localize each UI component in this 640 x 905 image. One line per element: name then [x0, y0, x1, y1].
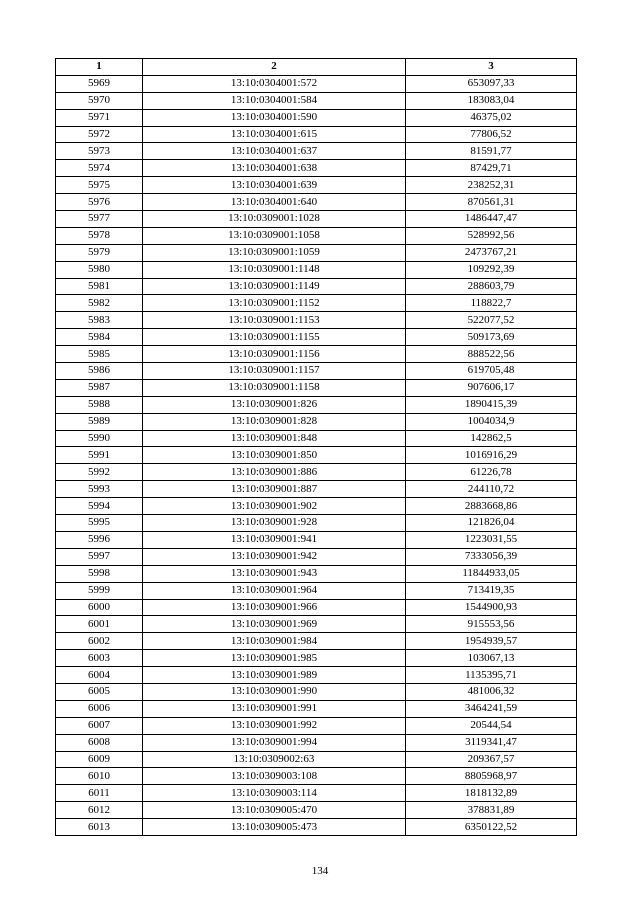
- cell-value: 61226,78: [406, 464, 577, 481]
- cell-number: 6009: [56, 751, 143, 768]
- cell-value: 888522,56: [406, 346, 577, 363]
- cell-cadastral-id: 13:10:0309001:991: [143, 700, 406, 717]
- cell-cadastral-id: 13:10:0304001:640: [143, 194, 406, 211]
- cell-value: 1818132,89: [406, 785, 577, 802]
- cell-cadastral-id: 13:10:0309001:942: [143, 548, 406, 565]
- cell-cadastral-id: 13:10:0309001:984: [143, 633, 406, 650]
- cell-cadastral-id: 13:10:0304001:638: [143, 160, 406, 177]
- cell-number: 5988: [56, 396, 143, 413]
- cell-value: 481006,32: [406, 683, 577, 700]
- table-header-row: [56, 59, 577, 76]
- cell-cadastral-id: 13:10:0304001:590: [143, 109, 406, 126]
- table-row: [56, 177, 577, 194]
- table-row: [56, 717, 577, 734]
- table-row: [56, 92, 577, 109]
- cell-cadastral-id: 13:10:0304001:615: [143, 126, 406, 143]
- cell-value: 3119341,47: [406, 734, 577, 751]
- cell-value: 77806,52: [406, 126, 577, 143]
- cell-cadastral-id: 13:10:0309002:63: [143, 751, 406, 768]
- cell-cadastral-id: 13:10:0309001:966: [143, 599, 406, 616]
- cell-value: 118822,7: [406, 295, 577, 312]
- cell-number: 5984: [56, 329, 143, 346]
- table-row: [56, 312, 577, 329]
- cell-number: 5970: [56, 92, 143, 109]
- table-row: [56, 515, 577, 532]
- cell-value: 8805968,97: [406, 768, 577, 785]
- table-row: [56, 346, 577, 363]
- cell-number: 5989: [56, 413, 143, 430]
- table-row: [56, 683, 577, 700]
- table-row: [56, 211, 577, 228]
- table-row: [56, 447, 577, 464]
- table-row: [56, 498, 577, 515]
- cell-cadastral-id: 13:10:0309001:828: [143, 413, 406, 430]
- cell-cadastral-id: 13:10:0309001:1155: [143, 329, 406, 346]
- cell-number: 6003: [56, 650, 143, 667]
- cell-number: 5995: [56, 515, 143, 532]
- cell-value: 6350122,52: [406, 819, 577, 836]
- cell-value: 20544,54: [406, 717, 577, 734]
- cell-number: 5978: [56, 227, 143, 244]
- cell-value: 870561,31: [406, 194, 577, 211]
- cell-value: 1890415,39: [406, 396, 577, 413]
- table-row: [56, 734, 577, 751]
- cell-number: 5993: [56, 481, 143, 498]
- cell-cadastral-id: 13:10:0304001:572: [143, 75, 406, 92]
- cell-cadastral-id: 13:10:0309001:928: [143, 515, 406, 532]
- cell-value: 1954939,57: [406, 633, 577, 650]
- cell-cadastral-id: 13:10:0309001:969: [143, 616, 406, 633]
- cell-value: 509173,69: [406, 329, 577, 346]
- cell-value: 1004034,9: [406, 413, 577, 430]
- cell-number: 6007: [56, 717, 143, 734]
- cell-value: 121826,04: [406, 515, 577, 532]
- cell-number: 5996: [56, 531, 143, 548]
- cell-number: 5974: [56, 160, 143, 177]
- cell-number: 5983: [56, 312, 143, 329]
- cell-value: 103067,13: [406, 650, 577, 667]
- cell-value: 528992,56: [406, 227, 577, 244]
- table-row: [56, 751, 577, 768]
- cell-value: 2883668,86: [406, 498, 577, 515]
- cell-cadastral-id: 13:10:0309001:902: [143, 498, 406, 515]
- cell-number: 5972: [56, 126, 143, 143]
- cell-cadastral-id: 13:10:0309001:1157: [143, 363, 406, 380]
- cell-value: 907606,17: [406, 379, 577, 396]
- cell-value: 87429,71: [406, 160, 577, 177]
- table-row: [56, 109, 577, 126]
- cell-cadastral-id: 13:10:0309001:989: [143, 667, 406, 684]
- table-body: [56, 75, 577, 835]
- cell-value: 11844933,05: [406, 565, 577, 582]
- cell-cadastral-id: 13:10:0309001:1149: [143, 278, 406, 295]
- cell-cadastral-id: 13:10:0309001:1058: [143, 227, 406, 244]
- cell-cadastral-id: 13:10:0309001:964: [143, 582, 406, 599]
- table-row: [56, 667, 577, 684]
- cell-cadastral-id: 13:10:0309001:1153: [143, 312, 406, 329]
- column-header-value: 3: [406, 59, 577, 76]
- table-row: [56, 430, 577, 447]
- table-row: [56, 464, 577, 481]
- cell-value: 109292,39: [406, 261, 577, 278]
- cell-cadastral-id: 13:10:0309001:1158: [143, 379, 406, 396]
- cell-number: 6001: [56, 616, 143, 633]
- cell-value: 522077,52: [406, 312, 577, 329]
- table-row: [56, 295, 577, 312]
- table-row: [56, 244, 577, 261]
- cell-value: 3464241,59: [406, 700, 577, 717]
- table-row: [56, 633, 577, 650]
- cell-cadastral-id: 13:10:0309001:1148: [143, 261, 406, 278]
- cell-value: 142862,5: [406, 430, 577, 447]
- cell-number: 5982: [56, 295, 143, 312]
- cell-cadastral-id: 13:10:0309001:1028: [143, 211, 406, 228]
- table-row: [56, 599, 577, 616]
- table-row: [56, 194, 577, 211]
- cell-cadastral-id: 13:10:0309001:1156: [143, 346, 406, 363]
- cell-value: 619705,48: [406, 363, 577, 380]
- table-row: [56, 396, 577, 413]
- cell-cadastral-id: 13:10:0309001:886: [143, 464, 406, 481]
- table-row: [56, 616, 577, 633]
- cell-number: 5994: [56, 498, 143, 515]
- cell-value: 81591,77: [406, 143, 577, 160]
- cell-number: 5980: [56, 261, 143, 278]
- cell-number: 5997: [56, 548, 143, 565]
- cell-cadastral-id: 13:10:0309001:994: [143, 734, 406, 751]
- cell-number: 6002: [56, 633, 143, 650]
- column-header-number: 1: [56, 59, 143, 76]
- cell-cadastral-id: 13:10:0309001:941: [143, 531, 406, 548]
- table-row: [56, 650, 577, 667]
- cell-value: 46375,02: [406, 109, 577, 126]
- cell-number: 5991: [56, 447, 143, 464]
- cell-number: 6005: [56, 683, 143, 700]
- cell-number: 5981: [56, 278, 143, 295]
- cell-number: 5990: [56, 430, 143, 447]
- cell-number: 5999: [56, 582, 143, 599]
- cell-cadastral-id: 13:10:0304001:637: [143, 143, 406, 160]
- table-row: [56, 75, 577, 92]
- cell-cadastral-id: 13:10:0309003:114: [143, 785, 406, 802]
- cell-value: 1135395,71: [406, 667, 577, 684]
- cell-number: 6004: [56, 667, 143, 684]
- table-row: [56, 531, 577, 548]
- cell-value: 183083,04: [406, 92, 577, 109]
- cell-number: 6013: [56, 819, 143, 836]
- cell-number: 5998: [56, 565, 143, 582]
- cell-number: 6000: [56, 599, 143, 616]
- cell-value: 1223031,55: [406, 531, 577, 548]
- cell-value: 244110,72: [406, 481, 577, 498]
- cell-value: 1486447,47: [406, 211, 577, 228]
- cell-value: 915553,56: [406, 616, 577, 633]
- cell-value: 653097,33: [406, 75, 577, 92]
- cell-cadastral-id: 13:10:0309001:1152: [143, 295, 406, 312]
- cell-number: 6012: [56, 802, 143, 819]
- cell-number: 5969: [56, 75, 143, 92]
- table-row: [56, 565, 577, 582]
- cell-cadastral-id: 13:10:0309001:848: [143, 430, 406, 447]
- cell-cadastral-id: 13:10:0304001:639: [143, 177, 406, 194]
- table-row: [56, 363, 577, 380]
- cell-value: 288603,79: [406, 278, 577, 295]
- cell-cadastral-id: 13:10:0309003:108: [143, 768, 406, 785]
- table-row: [56, 126, 577, 143]
- table-row: [56, 819, 577, 836]
- table-row: [56, 261, 577, 278]
- cell-number: 5979: [56, 244, 143, 261]
- cell-number: 5992: [56, 464, 143, 481]
- table-row: [56, 768, 577, 785]
- cell-value: 1016916,29: [406, 447, 577, 464]
- table-row: [56, 278, 577, 295]
- cell-number: 6008: [56, 734, 143, 751]
- cell-cadastral-id: 13:10:0309005:473: [143, 819, 406, 836]
- cell-cadastral-id: 13:10:0309005:470: [143, 802, 406, 819]
- cell-number: 5985: [56, 346, 143, 363]
- cell-cadastral-id: 13:10:0309001:992: [143, 717, 406, 734]
- cell-value: 238252,31: [406, 177, 577, 194]
- table-row: [56, 379, 577, 396]
- cell-cadastral-id: 13:10:0309001:850: [143, 447, 406, 464]
- cell-number: 6006: [56, 700, 143, 717]
- cell-number: 5987: [56, 379, 143, 396]
- cell-value: 378831,89: [406, 802, 577, 819]
- table-row: [56, 329, 577, 346]
- cell-value: 1544900,93: [406, 599, 577, 616]
- table-row: [56, 143, 577, 160]
- table-row: [56, 582, 577, 599]
- cell-value: 2473767,21: [406, 244, 577, 261]
- cell-cadastral-id: 13:10:0309001:1059: [143, 244, 406, 261]
- cell-cadastral-id: 13:10:0309001:990: [143, 683, 406, 700]
- cell-value: 713419,35: [406, 582, 577, 599]
- table-row: [56, 227, 577, 244]
- table-row: [56, 700, 577, 717]
- cell-number: 5973: [56, 143, 143, 160]
- cell-cadastral-id: 13:10:0309001:887: [143, 481, 406, 498]
- cadastral-value-table: [55, 58, 577, 836]
- column-header-cadastral-id: 2: [143, 59, 406, 76]
- cell-cadastral-id: 13:10:0309001:826: [143, 396, 406, 413]
- table-row: [56, 548, 577, 565]
- cell-number: 5986: [56, 363, 143, 380]
- cell-number: 5971: [56, 109, 143, 126]
- cell-cadastral-id: 13:10:0304001:584: [143, 92, 406, 109]
- table-row: [56, 785, 577, 802]
- table-row: [56, 481, 577, 498]
- table-row: [56, 802, 577, 819]
- cell-cadastral-id: 13:10:0309001:985: [143, 650, 406, 667]
- cell-number: 6010: [56, 768, 143, 785]
- page-number: 134: [311, 865, 329, 877]
- cell-cadastral-id: 13:10:0309001:943: [143, 565, 406, 582]
- cell-number: 5975: [56, 177, 143, 194]
- cell-value: 7333056,39: [406, 548, 577, 565]
- cell-value: 209367,57: [406, 751, 577, 768]
- table-row: [56, 413, 577, 430]
- cell-number: 5976: [56, 194, 143, 211]
- cell-number: 5977: [56, 211, 143, 228]
- table-row: [56, 160, 577, 177]
- cell-number: 6011: [56, 785, 143, 802]
